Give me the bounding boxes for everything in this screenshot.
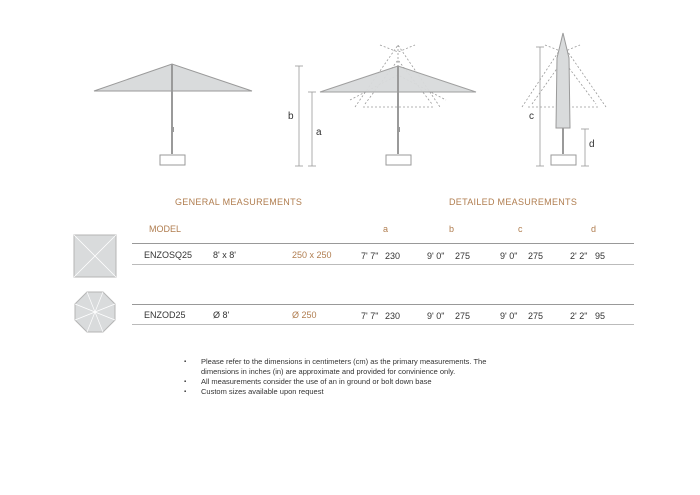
header-model: MODEL xyxy=(149,224,182,234)
header-b: b xyxy=(449,224,455,234)
d-cm: 95 xyxy=(595,251,606,261)
general-measurements-title: GENERAL MEASUREMENTS xyxy=(175,197,303,207)
dimension-label-c: c xyxy=(529,111,534,122)
size-cm: Ø 250 xyxy=(292,310,317,320)
a-inches: 7' 7" xyxy=(361,311,379,321)
b-cm: 275 xyxy=(455,311,471,321)
size-inches: 8' x 8' xyxy=(213,250,236,260)
model-name: ENZOSQ25 xyxy=(144,250,193,260)
note-item: ▪ All measurements consider the use of an in ground or bolt down base xyxy=(184,377,514,387)
row-divider xyxy=(132,264,634,265)
dimension-label-b: b xyxy=(288,111,294,122)
row-divider xyxy=(132,304,634,305)
a-cm: 230 xyxy=(385,311,401,321)
c-cm: 275 xyxy=(528,311,544,321)
row-divider xyxy=(132,243,634,244)
notes-list xyxy=(184,357,514,397)
header-d: d xyxy=(591,224,597,234)
square-canopy-icon xyxy=(73,234,117,278)
model-name: ENZOD25 xyxy=(144,310,186,320)
umbrella-front-view xyxy=(94,64,252,165)
dimension-label-d: d xyxy=(589,139,595,150)
b-cm: 275 xyxy=(455,251,471,261)
note-item: ▪ Please refer to the dimensions in centimeters (cm) as the primary measurements. The dimensions in inches (in) are approximate and provided for convinience only. xyxy=(184,357,514,377)
d-inches: 2' 2" xyxy=(570,251,588,261)
a-inches: 7' 7" xyxy=(361,251,379,261)
c-inches: 9' 0" xyxy=(500,311,518,321)
header-c: c xyxy=(518,224,523,234)
header-a: a xyxy=(383,224,389,234)
b-inches: 9' 0" xyxy=(427,251,445,261)
d-inches: 2' 2" xyxy=(570,311,588,321)
dimension-label-a: a xyxy=(316,127,322,138)
detailed-measurements-title: DETAILED MEASUREMENTS xyxy=(449,197,578,207)
umbrella-diagrams xyxy=(0,0,700,200)
umbrella-tilt-view xyxy=(295,45,476,166)
a-cm: 230 xyxy=(385,251,401,261)
d-cm: 95 xyxy=(595,311,606,321)
size-inches: Ø 8' xyxy=(213,310,230,320)
c-inches: 9' 0" xyxy=(500,251,518,261)
size-cm: 250 x 250 xyxy=(292,250,332,260)
b-inches: 9' 0" xyxy=(427,311,445,321)
note-item: ▪ Custom sizes available upon request xyxy=(184,387,514,397)
octagonal-canopy-icon xyxy=(73,290,117,334)
c-cm: 275 xyxy=(528,251,544,261)
row-divider xyxy=(132,324,634,325)
